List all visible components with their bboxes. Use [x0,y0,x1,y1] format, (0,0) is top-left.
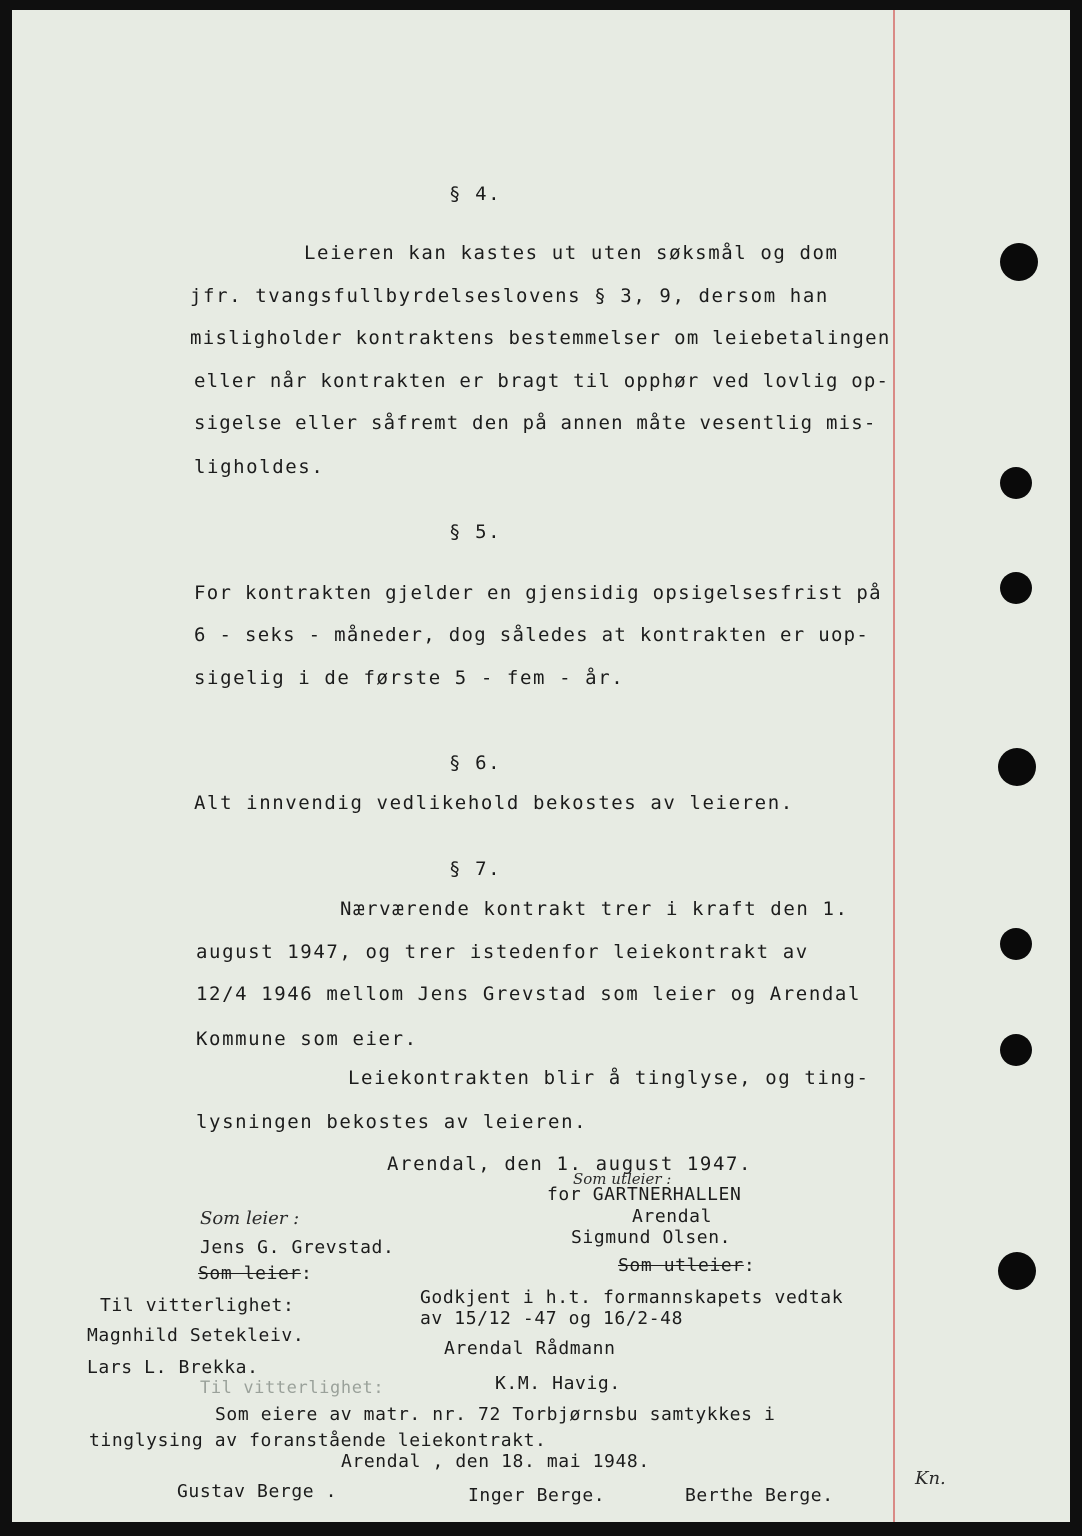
section-7-line: Kommune som eier. [196,1028,418,1050]
lessor-line: Arendal [632,1206,713,1227]
approval-line: Godkjent i h.t. formannskapets vedtak [420,1287,844,1308]
approval-signer: K.M. Havig. [495,1373,621,1394]
consent-line: tinglysing av foranstående leiekontrakt. [89,1430,547,1451]
punch-hole [1000,467,1032,499]
punch-hole [1000,572,1032,604]
section-4-line: jfr. tvangsfullbyrdelseslovens § 3, 9, dersom han [190,285,829,307]
section-6-heading: § 6. [449,752,502,774]
dateline: Arendal, den 1. august 1947. [387,1153,753,1175]
section-7-line: Nærværende kontrakt trer i kraft den 1. [340,898,849,920]
faint-witness-label: Til vitterlighet: [200,1378,385,1398]
section-4-line: ligholdes. [194,456,325,478]
lessee-label-colon: : [300,1263,313,1284]
handwritten-som-leier: Som leier : [200,1208,300,1229]
lessor-label-colon: : [743,1255,756,1276]
section-4-line: sigelse eller såfremt den på annen måte vesentlig mis- [194,412,877,434]
lessor-label [618,1255,755,1276]
struck-lessor-label: Som utleier [618,1255,744,1276]
owner-signature: Gustav Berge . [177,1481,338,1502]
owner-signature: Inger Berge. [468,1485,606,1506]
section-5-line: 6 - seks - måneder, dog således at kontrakten er uop- [194,624,870,646]
section-5-heading: § 5. [449,521,502,543]
struck-lessee-label: Som leier [198,1263,301,1284]
section-5-line: sigelig i de første 5 - fem - år. [194,667,625,689]
lessee-label [198,1263,312,1284]
section-7-line: august 1947, og trer istedenfor leiekontrakt av [196,941,809,963]
lessor-line: Sigmund Olsen. [571,1227,732,1248]
section-4-line: misligholder kontraktens bestemmelser om leiebetalingen [190,327,891,349]
approval-line: av 15/12 -47 og 16/2-48 [420,1308,684,1329]
consent-line: Som eiere av matr. nr. 72 Torbjørnsbu samtykkes i [215,1404,776,1425]
section-6-line: Alt innvendig vedlikehold bekostes av leieren. [194,792,794,814]
punch-hole [998,748,1036,786]
witness-name: Lars L. Brekka. [87,1357,259,1378]
witness-label: Til vitterlighet: [100,1295,295,1316]
section-4-line: Leieren kan kastes ut uten søksmål og dom [304,242,839,264]
punch-hole [1000,1034,1032,1066]
approval-office: Arendal Rådmann [444,1338,616,1359]
punch-hole [1000,928,1032,960]
section-7-line: 12/4 1946 mellom Jens Grevstad som leier og Arendal [196,983,861,1005]
punch-hole [998,1252,1036,1290]
consent-dateline: Arendal , den 18. mai 1948. [341,1451,650,1472]
section-4-line: eller når kontrakten er bragt til opphør ved lovlig op- [194,370,890,392]
lessor-line: for GARTNERHALLEN [547,1184,742,1205]
section-7-line: Leiekontrakten blir å tinglyse, og ting- [348,1067,870,1089]
section-5-line: For kontrakten gjelder en gjensidig opsigelsesfrist på [194,582,882,604]
witness-name: Magnhild Setekleiv. [87,1325,305,1346]
lessee-name: Jens G. Grevstad. [200,1237,395,1258]
section-7-heading: § 7. [449,858,502,880]
red-margin-line [893,10,895,1522]
section-7-line: lysningen bekostes av leieren. [196,1111,588,1133]
handwritten-som-utleier: Som utleier : [573,1170,672,1188]
section-4-heading: § 4. [449,183,502,205]
handwritten-page-mark: Kn. [915,1468,946,1489]
owner-signature: Berthe Berge. [685,1485,834,1506]
document-page [12,10,1070,1522]
punch-hole [1000,243,1038,281]
